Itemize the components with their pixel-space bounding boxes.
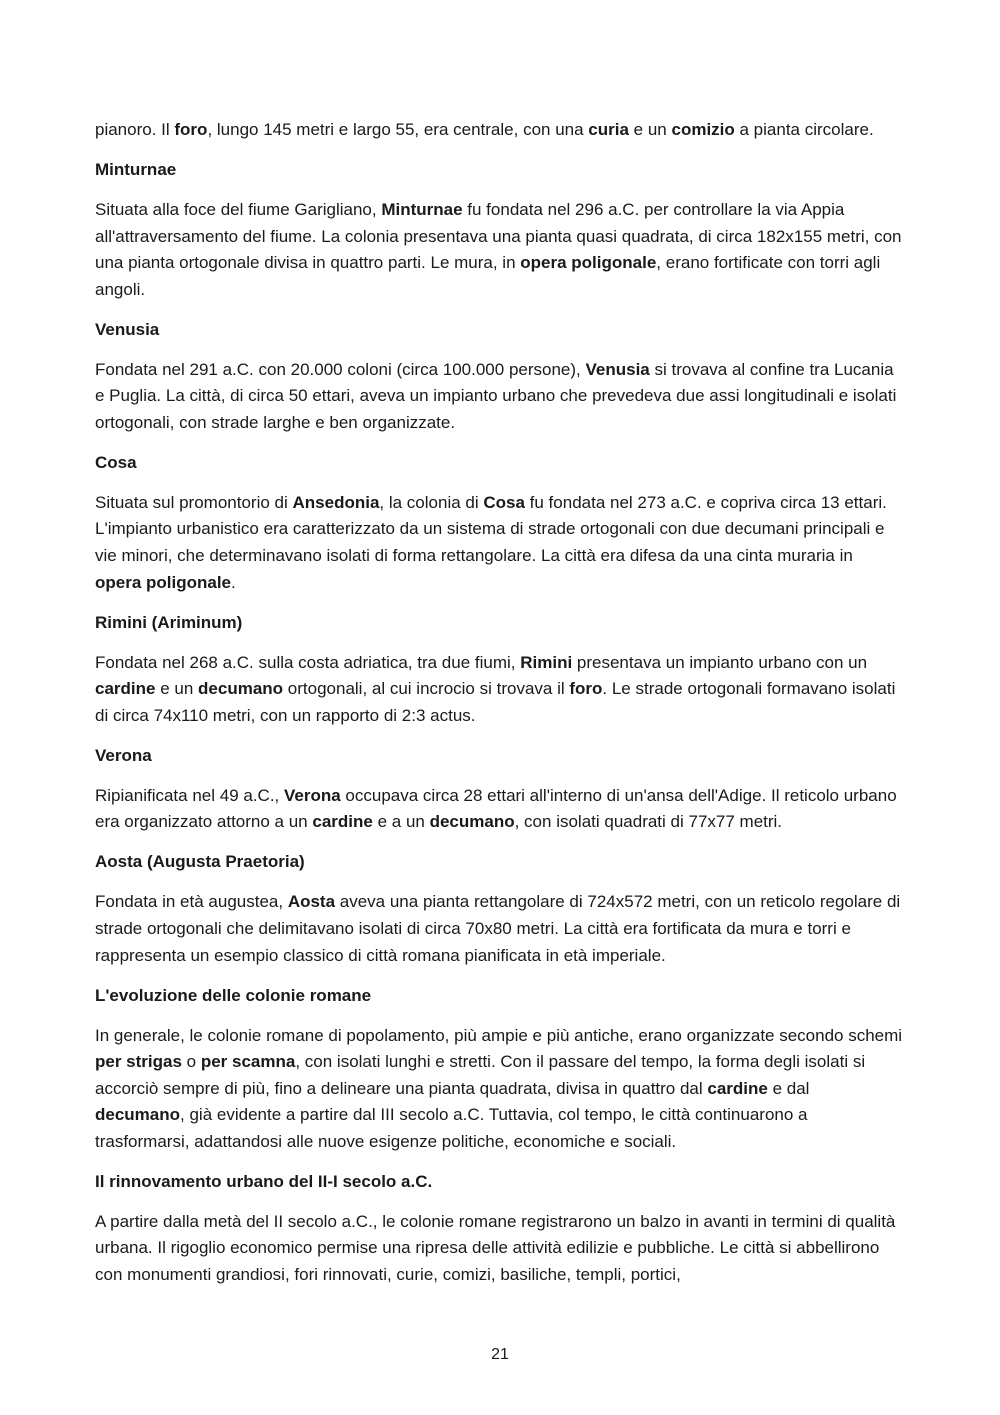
- text-run: , con isolati lunghi e stretti. Con il passare del tempo, la forma degli isolati si accorciò sempre di più, fino a delineare una pianta quadrata, divisa in quattro dal: [95, 1052, 866, 1098]
- section-heading: L'evoluzione delle colonie romane: [95, 985, 372, 1005]
- section-heading: Rimini (Ariminum): [95, 612, 243, 632]
- text-run: , lungo 145 metri e largo 55, era centrale, con una: [207, 120, 589, 139]
- text-run: ortogonali, al cui incrocio si trovava il: [283, 679, 570, 699]
- text-run: e dal: [767, 1078, 810, 1098]
- text-run: si trovava al confine tra Lucania e Puglia. La città, di circa 50 ettari, aveva un impianto urbano che prevedeva due assi longitudinali e isolati ortogonali, con strade larghe e ben organizzate.: [95, 359, 897, 432]
- bold-term: cardine: [95, 679, 156, 699]
- bold-term: curia: [588, 120, 629, 139]
- text-run: a pianta circolare.: [734, 120, 874, 139]
- text-run: . Le strade ortogonali formavano isolati di circa 74x110 metri, con un rapporto di 2:3 actus.: [95, 679, 896, 725]
- paragraph: [95, 1209, 903, 1289]
- text-run: , con isolati quadrati di 77x77 metri.: [514, 812, 783, 832]
- bold-term: per strigas: [95, 1052, 182, 1072]
- page-number: 21: [491, 1346, 509, 1363]
- text-run: Fondata in età augustea,: [95, 892, 288, 912]
- bold-term: Minturnae: [381, 199, 463, 219]
- text-run: fu fondata nel 273 a.C. e copriva circa 13 ettari. L'impianto urbanistico era caratterizzato da un sistema di strade ortogonali con due decumani principali e vie minori, che determinavano isolati di forma rettangolare. La città era difesa da una cinta muraria in: [95, 492, 887, 566]
- paragraph: [95, 650, 903, 730]
- bold-term: Rimini: [520, 652, 573, 672]
- bold-term: foro: [174, 120, 208, 139]
- section-heading: Aosta (Augusta Praetoria): [95, 852, 305, 872]
- section-heading: Verona: [95, 745, 152, 765]
- bold-term: decumano: [429, 812, 515, 832]
- bold-term: comizio: [671, 120, 735, 139]
- text-run: Situata sul promontorio di: [95, 492, 293, 512]
- bold-term: cardine: [312, 812, 373, 832]
- section-heading: Il rinnovamento urbano del II-I secolo a.C.: [95, 1171, 433, 1191]
- paragraph: [95, 783, 903, 836]
- bold-term: Aosta: [287, 892, 336, 912]
- document-body: [95, 117, 903, 1302]
- text-run: fu fondata nel 296 a.C. per controllare la via Appia all'attraversamento del fiume. La colonia presentava una pianta quasi quadrata, di circa 182x155 metri, con una pianta ortogonale divisa in quattro parti. Le mura, in: [95, 199, 902, 273]
- bold-term: Ansedonia: [292, 492, 380, 512]
- bold-term: foro: [569, 679, 603, 699]
- text-run: e un: [628, 120, 672, 139]
- bold-term: decumano: [198, 679, 284, 699]
- paragraph: [95, 889, 903, 969]
- bold-term: opera poligonale: [95, 572, 232, 592]
- text-run: , già evidente a partire dal III secolo a.C. Tuttavia, col tempo, le città continuarono a trasformarsi, adattandosi alle nuove esigenze politiche, economiche e sociali.: [95, 1105, 808, 1151]
- bold-term: Cosa: [483, 492, 525, 512]
- text-run: e un: [155, 679, 199, 699]
- text-run: , la colonia di: [379, 492, 484, 512]
- section-heading: Cosa: [95, 452, 137, 472]
- bold-term: decumano: [95, 1105, 181, 1125]
- text-run: Fondata nel 291 a.C. con 20.000 coloni (circa 100.000 persone),: [95, 359, 586, 379]
- text-run: A partire dalla metà del II secolo a.C., le colonie romane registrarono un balzo in avanti in termini di qualità urbana. Il rigoglio economico permise una ripresa delle attività edilizie e pubbliche. Le città si abbellirono con monumenti grandiosi, fori rinnovati, curie, comizi, basiliche, templi, portici,: [95, 1211, 896, 1285]
- bold-term: Venusia: [585, 359, 650, 379]
- text-run: e a un: [372, 812, 430, 832]
- text-run: occupava circa 28 ettari all'interno di un'ansa dell'Adige. Il reticolo urbano era organizzato attorno a un: [95, 785, 897, 832]
- section-heading: Minturnae: [95, 159, 177, 179]
- section-heading: Venusia: [95, 319, 160, 339]
- text-run: Situata alla foce del fiume Garigliano,: [95, 199, 382, 219]
- text-run: aveva una pianta rettangolare di 724x572 metri, con un reticolo regolare di strade ortogonali che delimitavano isolati di circa 70x80 metri. La città era fortificata da mura e torri e rappresenta un esempio classico di città romana pianificata in età imperiale.: [95, 892, 901, 965]
- paragraph: [95, 117, 903, 144]
- bold-term: per scamna: [200, 1052, 296, 1072]
- bold-term: opera poligonale: [520, 253, 657, 273]
- text-run: In generale, le colonie romane di popolamento, più ampie e più antiche, erano organizzate secondo schemi: [95, 1025, 903, 1045]
- paragraph: [95, 357, 903, 437]
- paragraph: [95, 1023, 903, 1156]
- bold-term: cardine: [707, 1078, 768, 1098]
- text-run: presentava un impianto urbano con un: [572, 652, 868, 672]
- text-run: Fondata nel 268 a.C. sulla costa adriatica, tra due fiumi,: [95, 652, 521, 672]
- text-run: .: [231, 572, 236, 592]
- bold-term: Verona: [284, 785, 341, 805]
- text-run: o: [181, 1052, 201, 1072]
- paragraph: [95, 490, 903, 596]
- text-run: Ripianificata nel 49 a.C.,: [95, 785, 284, 805]
- text-run: pianoro. Il: [95, 120, 175, 139]
- paragraph: [95, 197, 903, 303]
- text-run: , erano fortificate con torri agli angoli.: [95, 253, 881, 299]
